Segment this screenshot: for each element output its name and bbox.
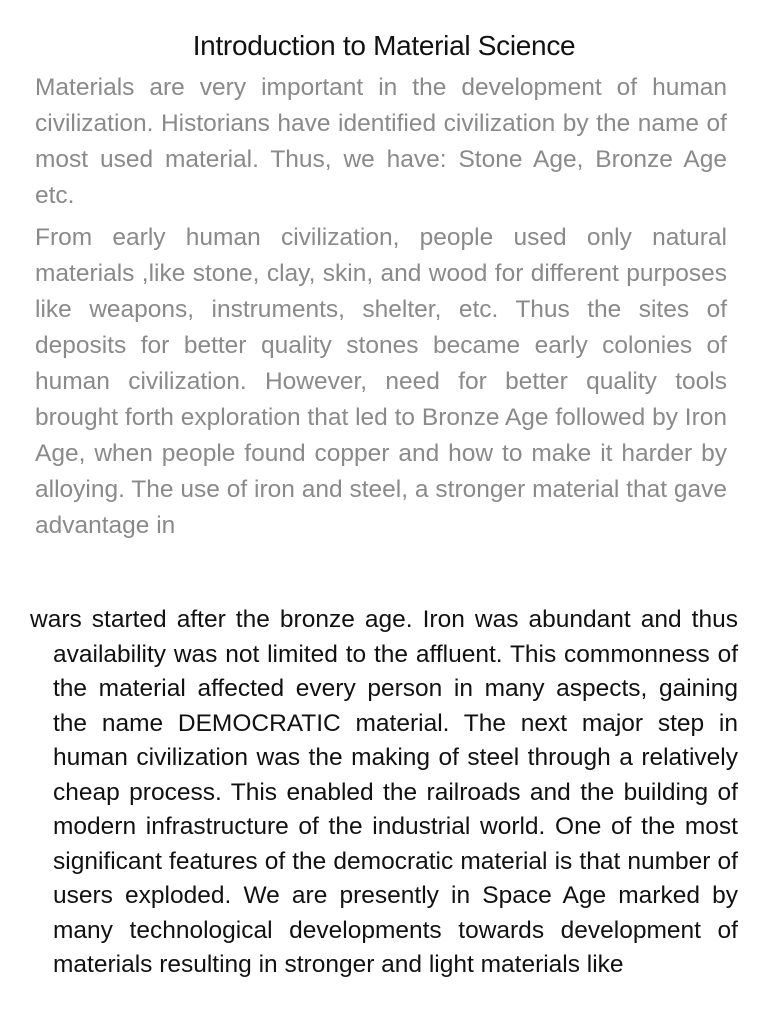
page-title: Introduction to Material Science xyxy=(192,30,576,61)
intro-paragraph-2: From early human civilization, people used only natural materials ,like stone, clay, skin, and wood for different purposes like weapons, instruments, shelter, etc. Thus the sites of deposits for better quality stones became early colonies of human civilization. However, need for better quality tools brought forth exploration that led to Bronze Age followed by Iron Age, when people found copper and how to make it harder by alloying. The use of iron and steel, a stronger material that gave advantage in xyxy=(35,224,727,539)
intro-section xyxy=(35,70,727,550)
intro-paragraph-1: Materials are very important in the development of human civilization. Historians have identified civilization by the name of most used material. Thus, we have: Stone Age, Bronze Age etc. xyxy=(35,74,727,209)
continuation-section xyxy=(30,603,738,983)
continuation-paragraph: wars started after the bronze age. Iron was abundant and thus availability was not limited to the affluent. This commonness of the material affected every person in many aspects, gaining the name DEMOCRATIC material. The next major step in human civilization was the making of steel through a relatively cheap process. This enabled the railroads and the building of modern infrastructure of the industrial world. One of the most significant features of the democratic material is that number of users exploded. We are presently in Space Age marked by many technological developments towards development of materials resulting in stronger and light materials like xyxy=(30,606,738,978)
